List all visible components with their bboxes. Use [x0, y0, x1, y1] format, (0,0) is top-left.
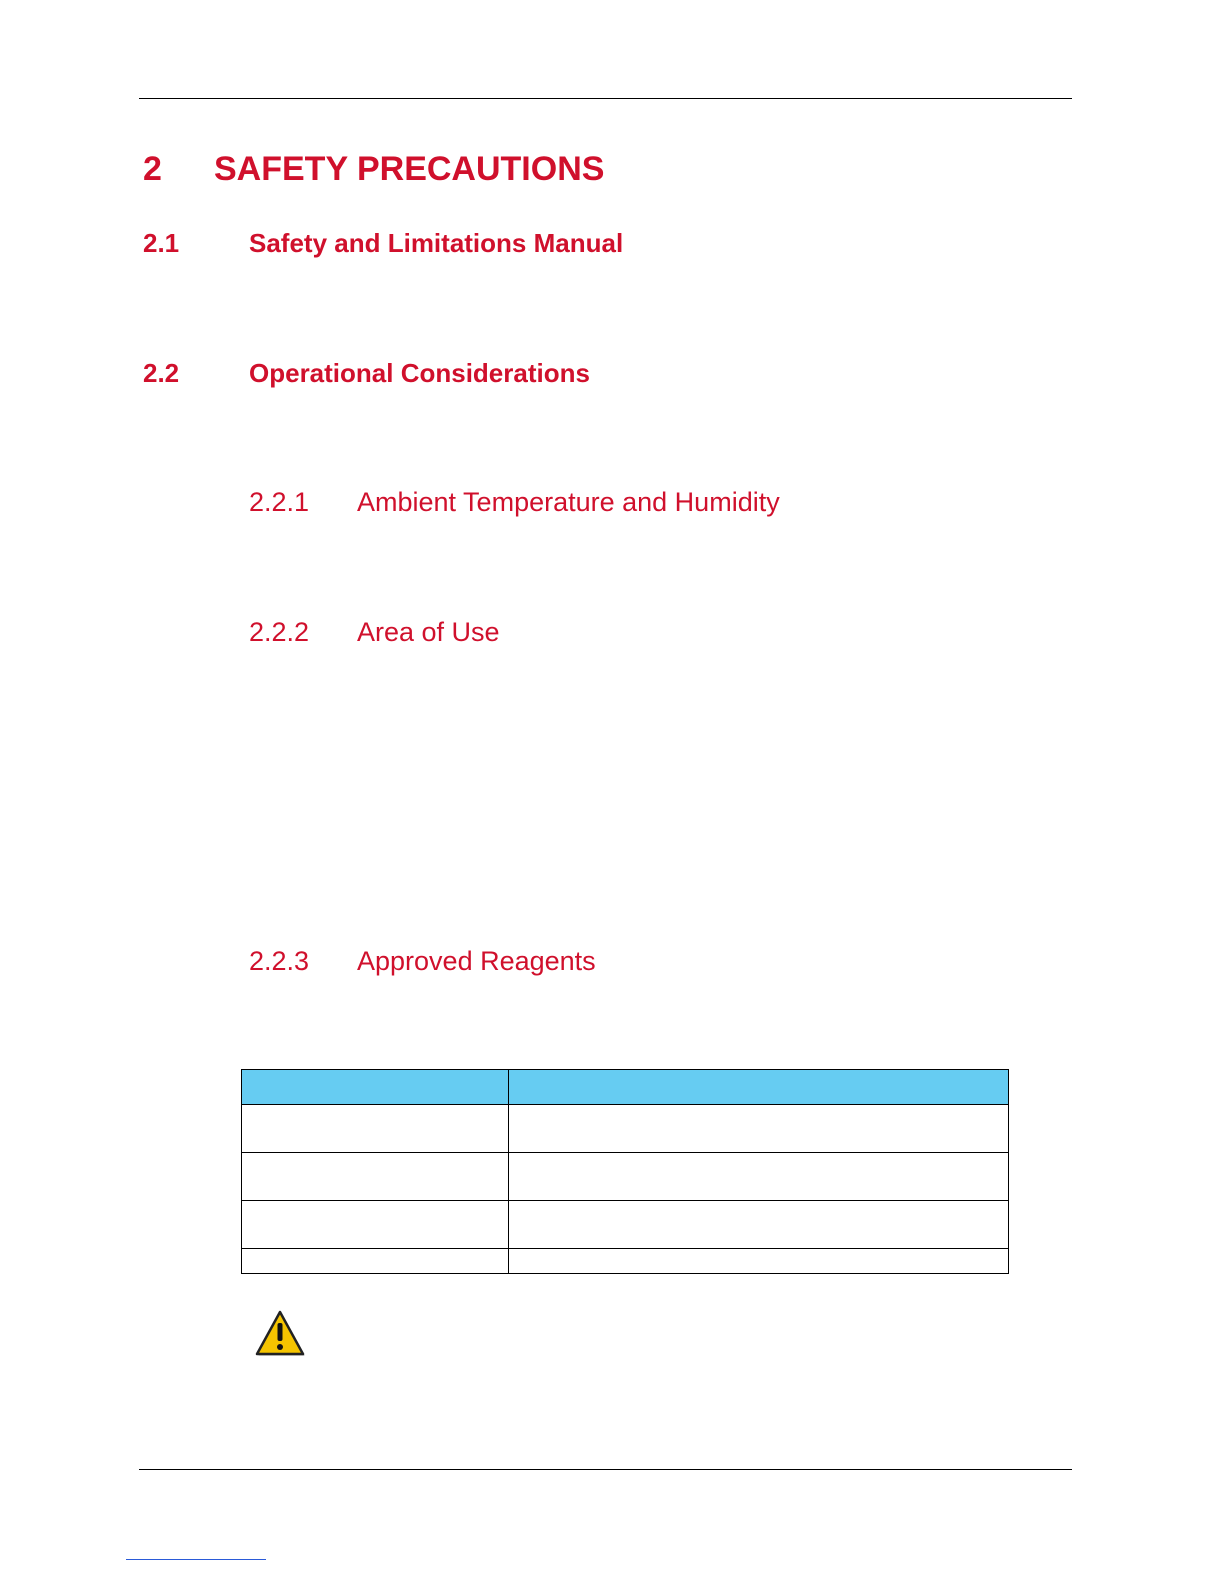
chapter-number: 2: [143, 150, 162, 188]
subsection-2-2-3-number: 2.2.3: [249, 946, 310, 976]
subsection-2-2-1-number: 2.2.1: [249, 487, 310, 517]
table-row: [242, 1201, 1009, 1249]
table-cell: [509, 1105, 1009, 1153]
section-2-2-title: Operational Considerations: [249, 358, 590, 388]
table-row: [242, 1153, 1009, 1201]
table-cell: [509, 1249, 1009, 1274]
warning-icon: [254, 1309, 306, 1357]
subsection-2-2-2-number: 2.2.2: [249, 617, 310, 647]
section-2-2-number: 2.2: [143, 358, 180, 388]
table-cell: [242, 1153, 509, 1201]
subsection-2-2-2-title: Area of Use: [357, 617, 500, 647]
footer-rule: [139, 1469, 1072, 1470]
approved-reagents-table: [241, 1069, 1009, 1274]
table-cell: [242, 1249, 509, 1274]
section-2-1-number: 2.1: [143, 228, 180, 258]
subsection-2-2-3-title: Approved Reagents: [357, 946, 596, 976]
table-header-row: [242, 1070, 1009, 1105]
table-row: [242, 1105, 1009, 1153]
subsection-2-2-1-title: Ambient Temperature and Humidity: [357, 487, 780, 517]
footer-link-underline: [126, 1559, 266, 1560]
table-cell: [509, 1153, 1009, 1201]
header-rule: [139, 98, 1072, 99]
chapter-title: SAFETY PRECAUTIONS: [214, 150, 605, 188]
table-cell: [242, 1105, 509, 1153]
table-header-cell: [242, 1070, 509, 1105]
table-cell: [242, 1201, 509, 1249]
table-cell: [509, 1201, 1009, 1249]
table-header-cell: [509, 1070, 1009, 1105]
section-2-1-title: Safety and Limitations Manual: [249, 228, 624, 258]
table-row: [242, 1249, 1009, 1274]
